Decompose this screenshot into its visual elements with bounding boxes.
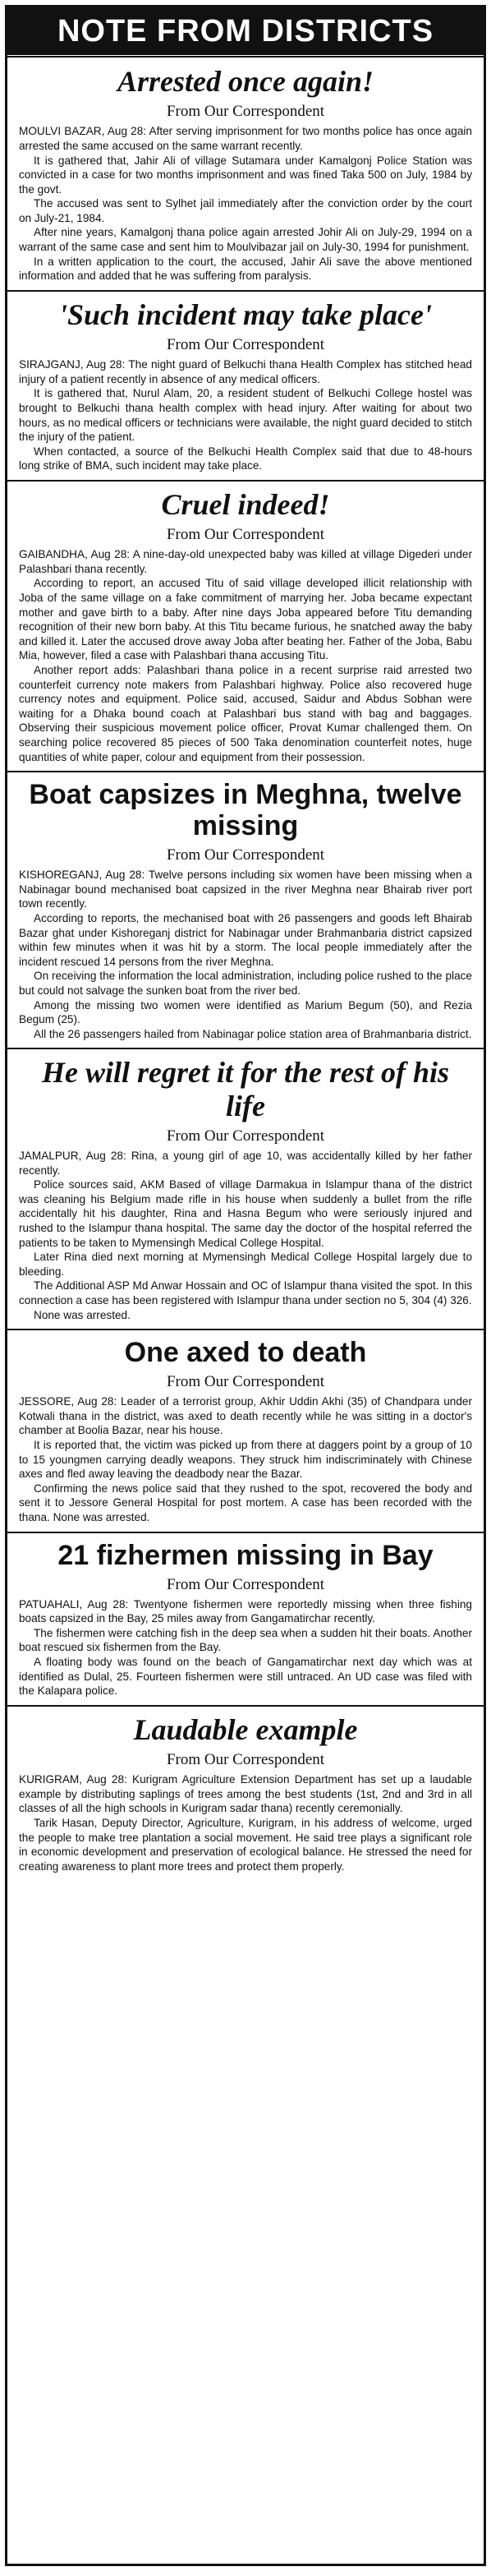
- story-byline: From Our Correspondent: [166, 846, 325, 864]
- story-byline: From Our Correspondent: [166, 1373, 325, 1391]
- masthead: NOTE FROM DISTRICTS: [7, 7, 484, 58]
- story-headline: He will regret it for the rest of his life: [41, 1056, 449, 1122]
- story-paragraph: The Additional ASP Md Anwar Hossain and OC of Islampur thana visited the spot. In this connection a case has been registered with Islampur thana under section no 5, 304 (4) 326.: [19, 1279, 472, 1306]
- story-byline: From Our Correspondent: [166, 1575, 325, 1593]
- story-paragraph: MOULVI BAZAR, Aug 28: After serving imprisonment for two months police has once again arrested the same accused on the same warrant recently.: [19, 125, 472, 152]
- story-body: [19, 357, 472, 473]
- story-paragraph: A floating body was found on the beach of Gangamatirchar next day which was at identified as Dulal, 25. Fourteen fishermen were still untraced. An UD case was filed with the Kalapara police.: [19, 1656, 472, 1698]
- story-paragraph: The accused was sent to Sylhet jail immediately after the conviction order by the court on July-21, 1984.: [19, 197, 472, 224]
- story-paragraph: GAIBANDHA, Aug 28: A nine-day-old unexpected baby was killed at village Digederi under Palashbari thana recently.: [19, 548, 472, 575]
- story-paragraph: None was arrested.: [34, 1308, 131, 1321]
- stories-column: [7, 58, 484, 1880]
- story-headline: Laudable example: [133, 1712, 358, 1746]
- story-paragraph: It is gathered that, Jahir Ali of village Sutamara under Kamalgonj Police Station was convicted in a case for two months imprisonment and was fined Taka 500 on July, 1984 by the govt.: [19, 154, 472, 196]
- story-byline: From Our Correspondent: [166, 103, 325, 121]
- story-paragraph: Tarik Hasan, Deputy Director, Agriculture, Kurigram, in his address of welcome, urged the people to make tree plantation a social movement. He said tree plays a significant role in economic development and preservation of ecological balance. He stressed the need for creating awareness to plant more trees and protect them properly.: [19, 1816, 472, 1873]
- story-body: [19, 124, 472, 283]
- story-headline: Boat capsizes in Meghna, twelve missing: [29, 779, 462, 842]
- news-story: [7, 292, 484, 482]
- story-body: [19, 547, 472, 764]
- story-paragraph: SIRAJGANJ, Aug 28: The night guard of Belkuchi thana Health Complex has stitched head injury of a patient recently in absence of any medical officers.: [19, 358, 472, 385]
- news-story: [7, 58, 484, 292]
- story-paragraph: KISHOREGANJ, Aug 28: Twelve persons including six women have been missing when a Nabinagar bound mechanised boat capsized in the river Meghna near Bhairab river port town recently.: [19, 869, 472, 910]
- news-story: [7, 1049, 484, 1330]
- news-story: [7, 1330, 484, 1532]
- story-paragraph: In a written application to the court, the accused, Jahir Ali save the above mentioned information and added that he was suffering from paralysis.: [19, 255, 472, 283]
- story-byline: From Our Correspondent: [166, 526, 325, 544]
- story-paragraph: All the 26 passengers hailed from Nabinagar police station area of Brahmanbaria district.: [34, 1027, 472, 1040]
- story-paragraph: It is gathered that, Nurul Alam, 20, a resident student of Belkuchi College hostel was brought to Belkuchi thana health complex with head injury. After waiting for about two hours, as no medical officers or technicians were available, the night guard decided to stitch the injury of the patient.: [19, 387, 472, 444]
- story-paragraph: Confirming the news police said that they rushed to the spot, recovered the body and sent it to Jessore General Hospital for post mortem. A case has been recorded with the thana. None was arrested.: [19, 1482, 472, 1523]
- story-paragraph: KURIGRAM, Aug 28: Kurigram Agriculture Extension Department has set up a laudable example by distributing saplings of trees among the best students (1st, 2nd and 3rd in all classes of all the high schools in Kurigram sadar thana) recently ceremonially.: [19, 1773, 472, 1815]
- story-paragraph: According to report, an accused Titu of said village developed illicit relationship with Joba of the same village on a fake commitment of marrying her. Joba became expectant mother and gave birth to a baby. After nine days Joba appeared before Titu demanding recognition of their new born baby. At this Titu became furious, he snatched away the baby and killed it. Later the accused drove away Joba after beating her. Father of the Joba, Babu Mia, however, filed a case with Palashbari thana accusing Titu.: [19, 577, 472, 662]
- news-story: [7, 1707, 484, 1880]
- story-paragraph: Among the missing two women were identified as Marium Begum (50), and Rezia Begum (25).: [19, 998, 472, 1026]
- story-headline: 21 fizhermen missing in Bay: [57, 1539, 434, 1571]
- story-byline: From Our Correspondent: [166, 1751, 325, 1769]
- story-body: [19, 868, 472, 1041]
- story-paragraph: JAMALPUR, Aug 28: Rina, a young girl of age 10, was accidentally killed by her father recently.: [19, 1150, 472, 1177]
- story-body: [19, 1597, 472, 1698]
- story-byline: From Our Correspondent: [166, 1127, 325, 1145]
- story-paragraph: The fishermen were catching fish in the deep sea when a sudden hit their boats. Another boat rescued six fishermen from the Bay.: [19, 1626, 472, 1654]
- news-story: [7, 772, 484, 1049]
- story-body: [19, 1772, 472, 1873]
- story-paragraph: When contacted, a source of the Belkuchi Health Complex said that due to 48-hours long strike of BMA, such incident may take place.: [19, 445, 472, 472]
- story-body: [19, 1149, 472, 1322]
- story-paragraph: After nine years, Kamalgonj thana police again arrested Johir Ali on July-29, 1994 on a warrant of the same case and sent him to Moulvibazar jail on July-30, 1994 for punishment.: [19, 226, 472, 254]
- story-headline: Arrested once again!: [117, 65, 374, 98]
- story-headline: 'Such incident may take place': [59, 297, 432, 331]
- story-paragraph: JESSORE, Aug 28: Leader of a terrorist group, Akhir Uddin Akhi (35) of Chandpara under Kotwali thana in the district, was axed to death recently while he was sitting in a doctor's chamber at Boolia Bazar, near his house.: [19, 1395, 472, 1437]
- story-body: [19, 1394, 472, 1524]
- story-paragraph: Later Rina died next morning at Mymensingh Medical College Hospital largely due to bleeding.: [19, 1251, 472, 1278]
- story-headline: Cruel indeed!: [161, 487, 330, 521]
- story-paragraph: Police sources said, AKM Based of village Darmakua in Islampur thana of the district was cleaning his Belgium made rifle in his house when suddenly a bullet from the rifle accidentally hit his daughter, Rina and Hasna Begum who were seriously injured and rushed to the Islampur thana hospital. The same day the doctor of the hospital referred the patients to be taken to Mymensingh Medical College Hospital.: [19, 1178, 472, 1249]
- news-story: [7, 1533, 484, 1707]
- story-paragraph: On receiving the information the local administration, including police rushed to the place but could not salvage the sunken boat from the river bed.: [19, 970, 472, 998]
- news-story: [7, 482, 484, 772]
- story-paragraph: According to reports, the mechanised boat with 26 passengers and goods left Bhairab Bazar ghat under Kishoreganj district for Nabinagar under Brahmanbaria district capsized within few minutes when it was hit by a storm. The local people immediately after the incident rescued 14 persons from the river Meghna.: [19, 912, 472, 968]
- story-paragraph: PATUAHALI, Aug 28: Twentyone fishermen were reportedly missing when three fishing boats capsized in the Bay, 25 miles away from Gangamatirchar recently.: [19, 1597, 472, 1625]
- news-page: [5, 5, 486, 2566]
- story-paragraph: Another report adds: Palashbari thana police in a recent surprise raid arrested two counterfeit currency note makers from Palashbari highway. Police also recovered huge currency notes and equipment. Police said, accused, Saidur and Abdus Sobhan were waiting for a Dhaka bound coach at Palashbari bus stand with bag and baggages. Observing their suspicious movement police officer, Provat Kumar challenged them. On searching police recovered 85 pieces of 500 Taka denomination counterfeit notes, huge quantities of white paper, colour and equipment from their possession.: [19, 663, 472, 763]
- story-byline: From Our Correspondent: [166, 336, 325, 354]
- story-paragraph: It is reported that, the victim was picked up from there at daggers point by a group of 10 to 15 youngmen carrying deadly weapons. They struck him indiscriminately with Chinese axes and fled away leaving the deadbody near the Bazar.: [19, 1439, 472, 1481]
- story-headline: One axed to death: [124, 1337, 367, 1369]
